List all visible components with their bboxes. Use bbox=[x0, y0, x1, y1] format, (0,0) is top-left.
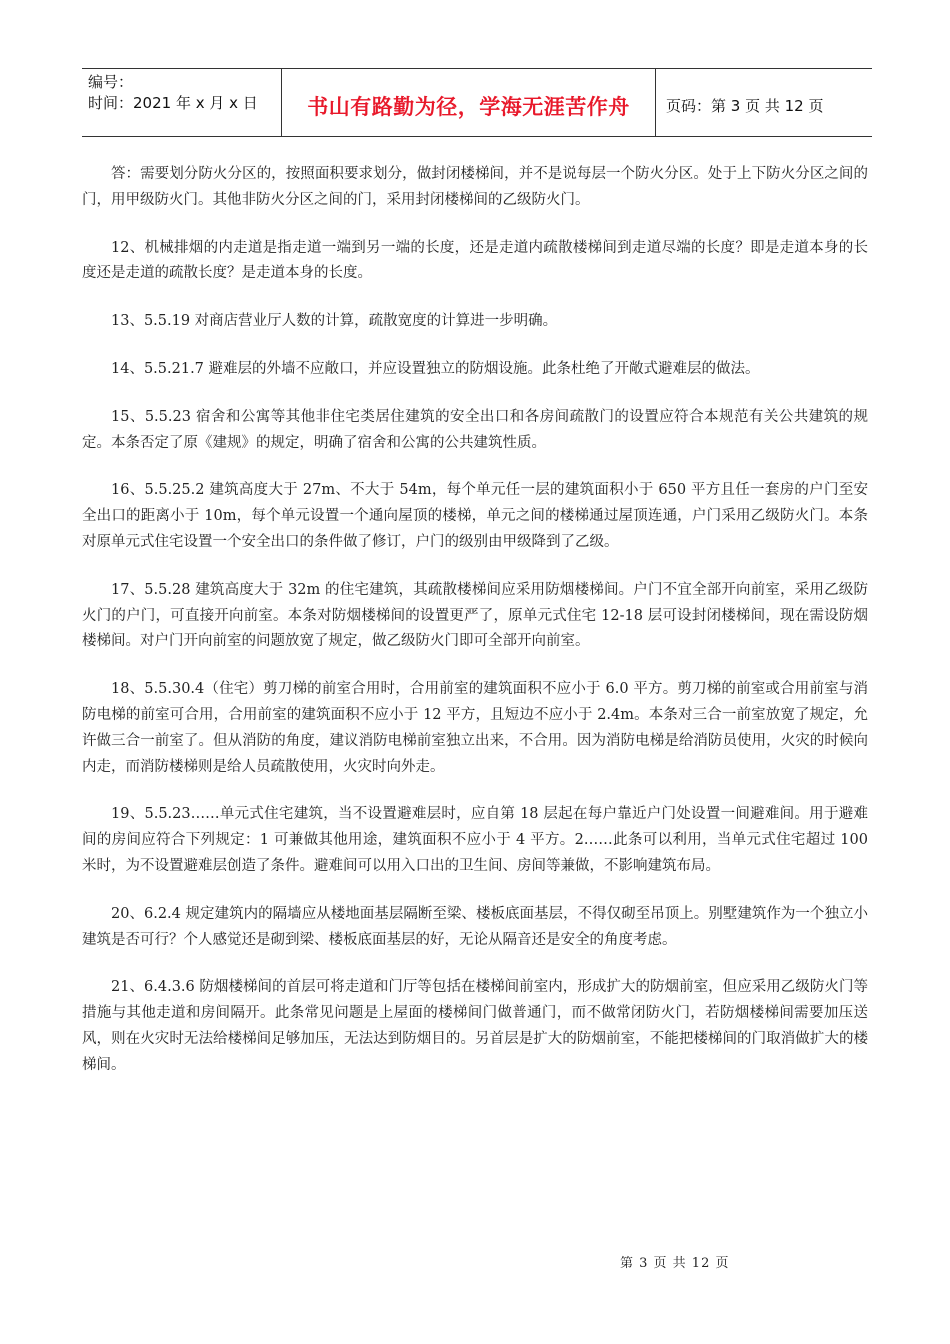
paragraph-12: 12、机械排烟的内走道是指走道一端到另一端的长度，还是走道内疏散楼梯间到走道尽端的长度？即是走道本身的长度还是走道的疏散长度？是走道本身的长度。 bbox=[82, 239, 868, 282]
page-header bbox=[82, 68, 872, 137]
header-meta bbox=[82, 69, 282, 136]
header-page-label: 页码：第 3 页 共 12 页 bbox=[666, 97, 824, 115]
paragraph-15: 15、5.5.23 宿舍和公寓等其他非住宅类居住建筑的安全出口和各房间疏散门的设置应符合本规范有关公共建筑的规定。本条否定了原《建规》的规定，明确了宿舍和公寓的公共建筑性质。 bbox=[82, 408, 868, 451]
header-motto: 书山有路勤为径，学海无涯苦作舟 bbox=[282, 69, 656, 136]
paragraph-14: 14、5.5.21.7 避难层的外墙不应敞口，并应设置独立的防烟设施。此条杜绝了开敞式避难层的做法。 bbox=[111, 360, 760, 377]
paragraph-13: 13、5.5.19 对商店营业厅人数的计算，疏散宽度的计算进一步明确。 bbox=[111, 313, 558, 330]
document-body bbox=[82, 162, 868, 1101]
paragraph-19: 19、5.5.23……单元式住宅建筑，当不设置避难层时，应自第 18 层起在每户靠近户门处设置一间避难间。用于避难间的房间应符合下列规定：1 可兼做其他用途，建筑面积不应小于 4 平方。2……此条可以利用，当单元式住宅超过 100 米时，为不设置避难层创造了条件。避难间可以用入口出的卫生间、房间等兼做，不影响建筑布局。 bbox=[82, 806, 868, 874]
paragraph-21: 21、6.4.3.6 防烟楼梯间的首层可将走道和门厅等包括在楼梯间前室内，形成扩大的防烟前室，但应采用乙级防火门等措施与其他走道和房间隔开。此条常见问题是上屋面的楼梯间门做普通门，而不做常闭防火门，若防烟楼梯间需要加压送风，则在火灾时无法给楼梯间足够加压，无法达到防烟目的。另首层是扩大的防烟前室，不能把楼梯间的门取消做扩大的楼梯间。 bbox=[82, 979, 868, 1073]
paragraph-16: 16、5.5.25.2 建筑高度大于 27m、不大于 54m，每个单元任一层的建筑面积小于 650 平方且任一套房的户门至安全出口的距离小于 10m，每个单元设置一个通向屋顶的楼梯，单元之间的楼梯通过屋顶连通，户门采用乙级防火门。本条对原单元式住宅设置一个安全出口的条件做了修订，户门的级别由甲级降到了乙级。 bbox=[82, 482, 868, 550]
paragraph-18: 18、5.5.30.4（住宅）剪刀梯的前室合用时，合用前室的建筑面积不应小于 6.0 平方。剪刀梯的前室或合用前室与消防电梯的前室可合用，合用前室的建筑面积不应小于 12 平方，且短边不应小于 2.4m。本条对三合一前室放宽了规定，允许做三合一前室了。但从消防的角度，建议消防电梯前室独立出来，不合用。因为消防电梯是给消防员使用，火灾的时候向内走，而消防楼梯则是给人员疏散使用，火灾时向外走。 bbox=[82, 681, 868, 775]
paragraph-20: 20、6.2.4 规定建筑内的隔墙应从楼地面基层隔断至梁、楼板底面基层，不得仅砌至吊顶上。别墅建筑作为一个独立小建筑是否可行？个人感觉还是砌到梁、楼板底面基层的好，无论从隔音还是安全的角度考虑。 bbox=[82, 905, 868, 948]
paragraph-answer: 答：需要划分防火分区的，按照面积要求划分，做封闭楼梯间，并不是说每层一个防火分区。处于上下防火分区之间的门，用甲级防火门。其他非防火分区之间的门，采用封闭楼梯间的乙级防火门。 bbox=[82, 166, 868, 208]
page-footer: 第 3 页 共 12 页 bbox=[620, 1256, 730, 1271]
document-time-label: 时间：2021 年 x 月 x 日 bbox=[88, 94, 258, 112]
document-number-label: 编号： bbox=[88, 73, 134, 91]
paragraph-17: 17、5.5.28 建筑高度大于 32m 的住宅建筑，其疏散楼梯间应采用防烟楼梯间。户门不宜全部开向前室，采用乙级防火门的户门，可直接开向前室。本条对防烟楼梯间的设置更严了，原单元式住宅 12-18 层可设封闭楼梯间，现在需设防烟楼梯间。对户门开向前室的问题放宽了规定，做乙级防火门即可全部开向前室。 bbox=[82, 581, 868, 650]
